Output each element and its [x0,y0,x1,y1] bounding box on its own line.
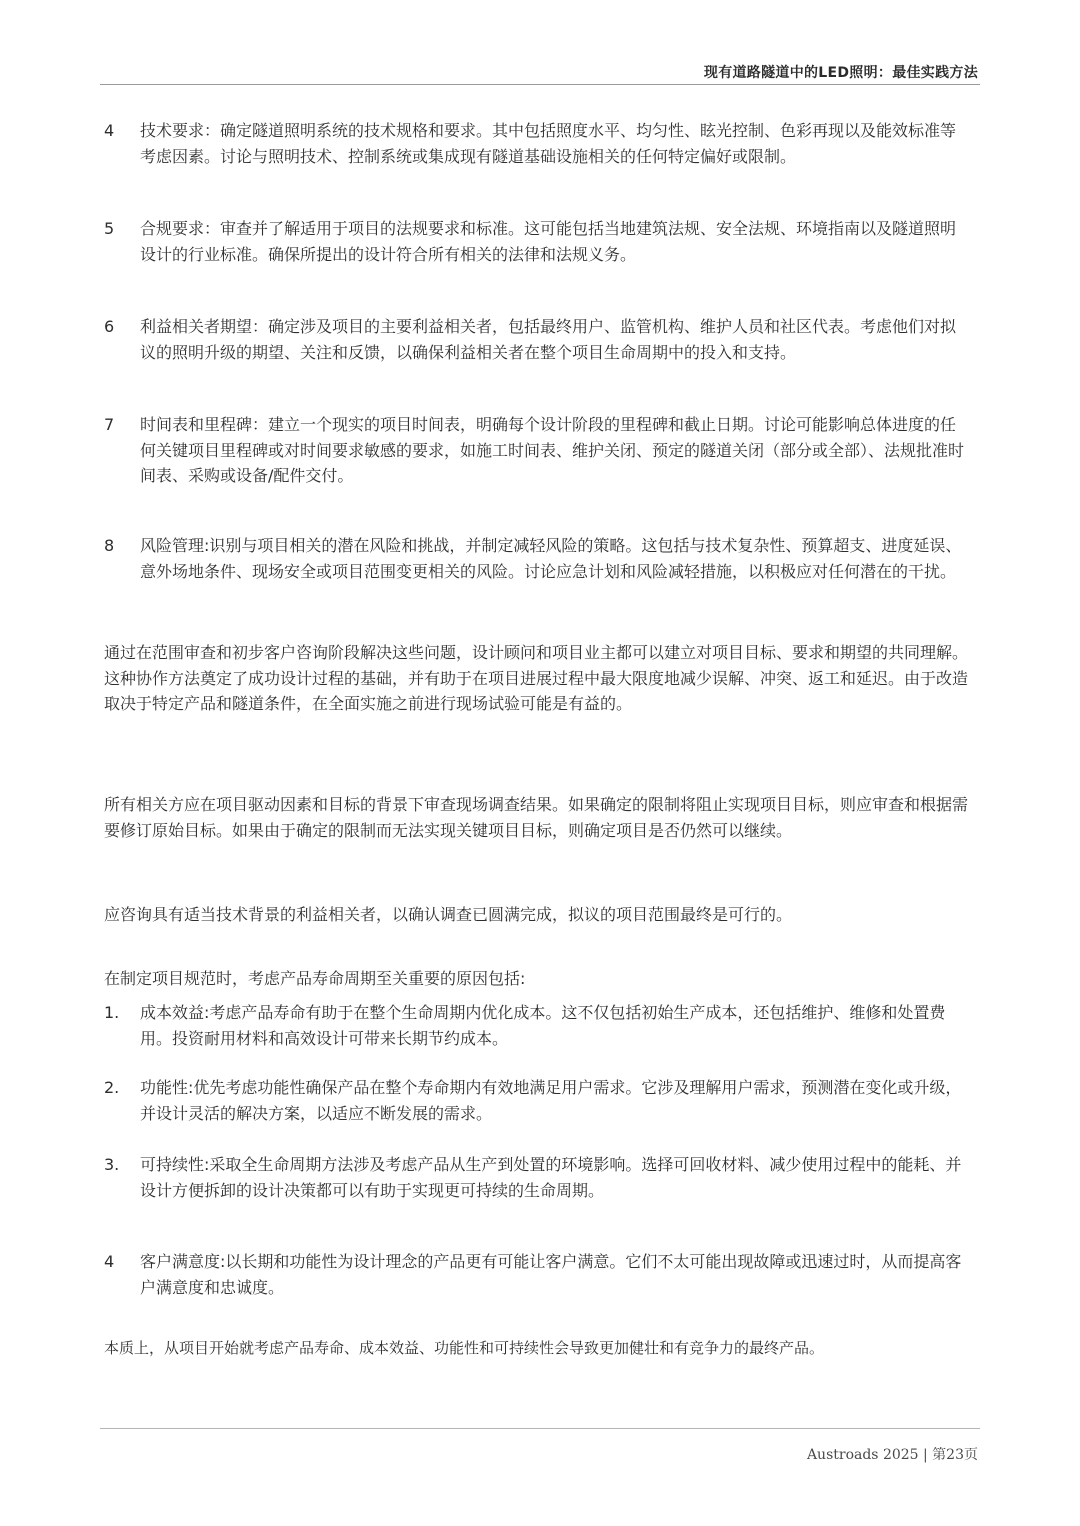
body-paragraph: 所有相关方应在项目驱动因素和目标的背景下审查现场调查结果。如果确定的限制将阻止实现项目目标，则应审查和根据需要修订原始目标。如果由于确定的限制而无法实现关键项目目标，则确定项目是否仍然可以继续。 [104,795,969,840]
list-intro: 在制定项目规范时，考虑产品寿命周期至关重要的原因包括: [104,969,526,988]
list-item-number: 8 [104,536,115,555]
list-item [104,118,970,169]
list-item [104,533,970,584]
list-item-text: 可持续性:采取全生命周期方法涉及考虑产品从生产到处置的环境影响。选择可回收材料、减少使用过程中的能耗、并设计方便拆卸的设计决策都可以有助于实现更可持续的生命周期。 [140,1155,962,1200]
page-footer: Austroads 2025 | 第23页 [806,1447,978,1463]
list-item-text: 技术要求：确定隧道照明系统的技术规格和要求。其中包括照度水平、均匀性、眩光控制、色彩再现以及能效标准等考虑因素。讨论与照明技术、控制系统或集成现有隧道基础设施相关的任何特定偏好或限制。 [140,121,957,166]
page-header-title: 现有道路隧道中的LED照明：最佳实践方法 [703,65,978,81]
list-item [104,1249,970,1300]
list-item-text: 合规要求：审查并了解适用于项目的法规要求和标准。这可能包括当地建筑法规、安全法规、环境指南以及隧道照明设计的行业标准。确保所提出的设计符合所有相关的法律和法规义务。 [140,219,957,264]
list-item-number: 4 [104,121,115,140]
body-paragraph: 通过在范围审查和初步客户咨询阶段解决这些问题，设计顾问和项目业主都可以建立对项目目标、要求和期望的共同理解。这种协作方法奠定了成功设计过程的基础，并有助于在项目进展过程中最大限度地减少误解、冲突、返工和延迟。由于改造取决于特定产品和隧道条件，在全面实施之前进行现场试验可能是有益的。 [104,643,969,713]
list-item-text: 成本效益:考虑产品寿命有助于在整个生命周期内优化成本。这不仅包括初始生产成本，还包括维护、维修和处置费用。投资耐用材料和高效设计可带来长期节约成本。 [140,1003,946,1048]
header-divider [100,84,980,85]
list-item-text: 功能性:优先考虑功能性确保产品在整个寿命期内有效地满足用户需求。它涉及理解用户需求，预测潜在变化或升级，并设计灵活的解决方案，以适应不断发展的需求。 [140,1078,962,1123]
list-item-text: 利益相关者期望：确定涉及项目的主要利益相关者，包括最终用户、监管机构、维护人员和社区代表。考虑他们对拟议的照明升级的期望、关注和反馈，以确保利益相关者在整个项目生命周期中的投入和支持。 [140,317,957,362]
body-paragraph: 应咨询具有适当技术背景的利益相关者，以确认调查已圆满完成，拟议的项目范围最终是可行的。 [104,905,793,924]
closing-paragraph: 本质上，从项目开始就考虑产品寿命、成本效益、功能性和可持续性会导致更加健壮和有竞争力的最终产品。 [104,1339,825,1357]
list-item [104,412,970,489]
list-item-number: 3. [104,1155,120,1174]
list-item-number: 2. [104,1078,120,1097]
list-item-number: 6 [104,317,115,336]
list-item-text: 风险管理:识别与项目相关的潜在风险和挑战，并制定减轻风险的策略。这包括与技术复杂性、预算超支、进度延误、意外场地条件、现场安全或项目范围变更相关的风险。讨论应急计划和风险减轻措施，以积极应对任何潜在的干扰。 [140,536,962,581]
list-item-text: 时间表和里程碑：建立一个现实的项目时间表，明确每个设计阶段的里程碑和截止日期。讨论可能影响总体进度的任何关键项目里程碑或对时间要求敏感的要求，如施工时间表、维护关闭、预定的隧道关闭（部分或全部）、法规批准时间表、采购或设备/配件交付。 [140,415,965,485]
list-item-text: 客户满意度:以长期和功能性为设计理念的产品更有可能让客户满意。它们不太可能出现故障或迅速过时，从而提高客户满意度和忠诚度。 [140,1252,962,1297]
footer-divider [100,1428,980,1429]
list-item [104,1152,970,1203]
list-item [104,1000,970,1051]
list-item-number: 1. [104,1003,120,1022]
list-item [104,314,970,365]
list-item-number: 4 [104,1252,115,1271]
list-item-number: 5 [104,219,115,238]
list-item-number: 7 [104,415,115,434]
list-item [104,216,970,267]
list-item [104,1075,970,1126]
